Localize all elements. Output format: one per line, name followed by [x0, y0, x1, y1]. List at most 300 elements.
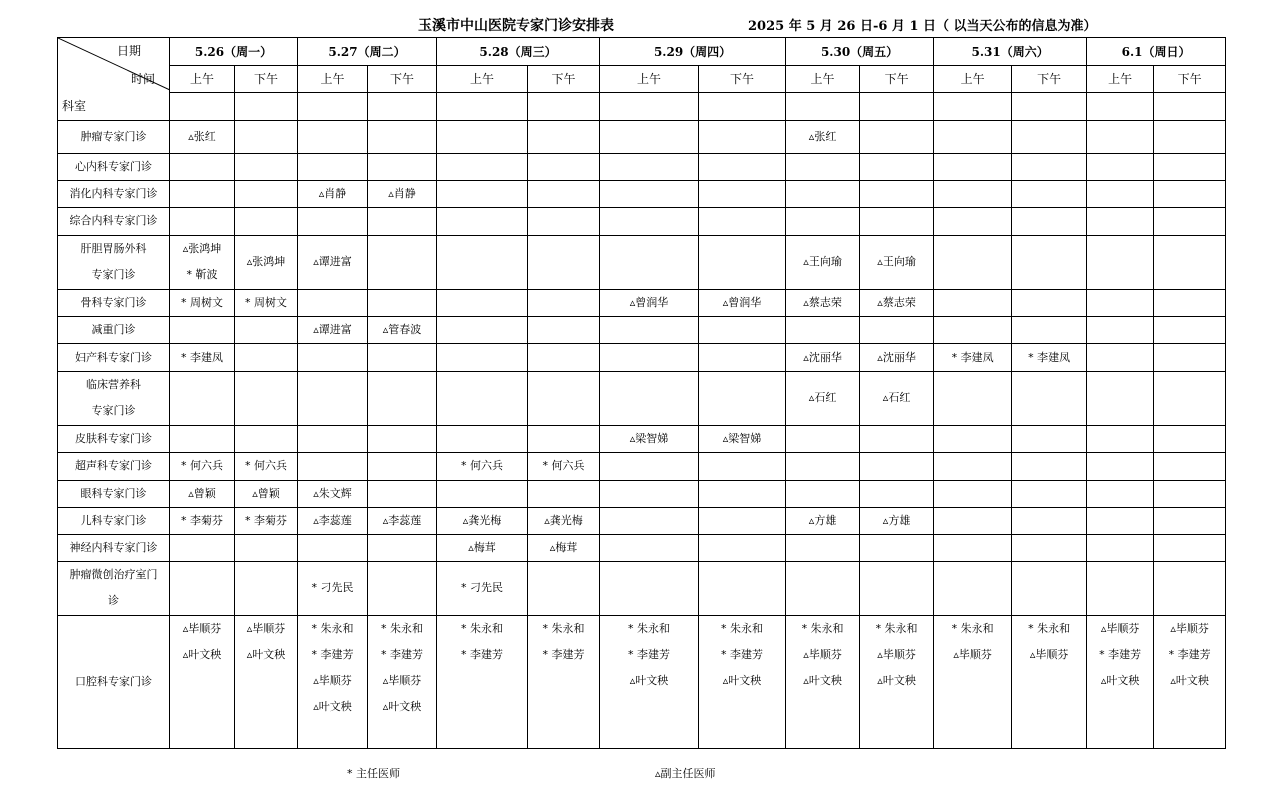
doctor-name: ▵毕顺芬 [1029, 647, 1069, 661]
morning-header: 上午 [170, 66, 235, 93]
schedule-cell [528, 480, 600, 507]
schedule-cell [1154, 290, 1226, 317]
schedule-cell [600, 507, 699, 534]
schedule-cell [699, 208, 786, 235]
schedule-cell [298, 535, 368, 562]
schedule-cell [528, 153, 600, 180]
schedule-cell [1087, 290, 1154, 317]
afternoon-header: 下午 [528, 66, 600, 93]
morning-header: 上午 [1087, 66, 1154, 93]
schedule-cell [368, 507, 437, 534]
schedule-cell [1154, 153, 1226, 180]
schedule-cell [368, 235, 437, 289]
doctor-name: ▵叶文秧 [313, 699, 352, 713]
table-row [58, 208, 1226, 235]
schedule-cell [860, 615, 934, 748]
schedule-cell [528, 426, 600, 453]
schedule-cell [860, 290, 934, 317]
schedule-cell [786, 615, 860, 748]
schedule-cell [1012, 344, 1087, 371]
schedule-cell [934, 317, 1012, 344]
schedule-cell [1154, 317, 1226, 344]
doctor-name: ▵龚光梅 [544, 513, 583, 527]
schedule-cell [437, 153, 528, 180]
doctor-name: ▵叶文秧 [1100, 673, 1140, 687]
schedule-cell [1154, 208, 1226, 235]
doctor-name: ▵毕顺芬 [1100, 621, 1140, 635]
schedule-cell [170, 453, 235, 480]
schedule-cell [1154, 344, 1226, 371]
schedule-cell [786, 453, 860, 480]
doctor-name: ▵叶文秧 [629, 673, 669, 687]
blank-cell [235, 93, 298, 120]
department-name [58, 507, 170, 534]
schedule-cell [699, 153, 786, 180]
doctor-name: * 刁先民 [311, 581, 354, 595]
schedule-cell [437, 426, 528, 453]
schedule-cell [1154, 480, 1226, 507]
afternoon-header: 下午 [699, 66, 786, 93]
schedule-cell [934, 562, 1012, 615]
schedule-cell [860, 507, 934, 534]
schedule-cell [860, 426, 934, 453]
department-name [58, 181, 170, 208]
schedule-cell [860, 317, 934, 344]
doctor-name: ▵龚光梅 [462, 513, 502, 527]
department-name-line: 诊 [108, 594, 119, 608]
schedule-cell [934, 507, 1012, 534]
department-name-line: 妇产科专家门诊 [75, 350, 152, 364]
schedule-cell [437, 535, 528, 562]
schedule-cell [368, 344, 437, 371]
blank-cell [600, 93, 699, 120]
doctor-name: * 何六兵 [181, 459, 223, 473]
table-row [58, 562, 1226, 615]
doctor-name: ▵王向瑜 [803, 255, 842, 269]
schedule-cell [600, 153, 699, 180]
blank-cell [699, 93, 786, 120]
schedule-cell [1087, 562, 1154, 615]
afternoon-header: 下午 [860, 66, 934, 93]
doctor-name: ▵梁智娣 [722, 432, 762, 446]
table-row [58, 535, 1226, 562]
department-name [58, 290, 170, 317]
doctor-name: * 周树文 [245, 296, 287, 310]
schedule-cell [1087, 507, 1154, 534]
schedule-cell [170, 426, 235, 453]
department-name [58, 317, 170, 344]
doctor-name: ▵曾颖 [252, 486, 280, 500]
doctor-name: ▵肖静 [388, 187, 416, 201]
schedule-cell [235, 426, 298, 453]
schedule-cell [786, 208, 860, 235]
schedule-cell [437, 181, 528, 208]
schedule-cell [368, 290, 437, 317]
schedule-cell [600, 480, 699, 507]
schedule-cell [298, 317, 368, 344]
department-name-line: 儿科专家门诊 [80, 513, 147, 527]
schedule-cell [1087, 615, 1154, 748]
schedule-cell [368, 317, 437, 344]
schedule-cell [170, 615, 235, 748]
schedule-cell [860, 371, 934, 425]
schedule-cell [528, 181, 600, 208]
blank-cell [437, 93, 528, 120]
schedule-cell [1087, 371, 1154, 425]
doctor-name: ▵管春波 [382, 323, 422, 337]
doctor-name: * 李建凤 [1028, 350, 1071, 364]
schedule-cell [368, 208, 437, 235]
doctor-name: * 李菊芬 [181, 513, 223, 527]
doctor-name: ▵叶文秧 [382, 699, 422, 713]
schedule-cell [235, 235, 298, 289]
doctor-name: ▵石红 [882, 391, 911, 405]
schedule-cell [235, 290, 298, 317]
schedule-cell [1012, 181, 1087, 208]
table-row [58, 181, 1226, 208]
doctor-name: ▵毕顺芬 [877, 647, 916, 661]
schedule-cell [699, 562, 786, 615]
blank-cell [1154, 93, 1226, 120]
doctor-name: ▵叶文秧 [246, 647, 286, 661]
department-name-line: 口腔科专家门诊 [75, 674, 152, 688]
schedule-cell [1012, 615, 1087, 748]
schedule-cell [170, 507, 235, 534]
schedule-cell [298, 181, 368, 208]
schedule-cell [1154, 120, 1226, 153]
schedule-cell [699, 371, 786, 425]
department-name-line: 专家门诊 [91, 404, 136, 418]
schedule-cell [298, 615, 368, 748]
schedule-cell [368, 426, 437, 453]
schedule-cell [786, 290, 860, 317]
schedule-cell [368, 615, 437, 748]
schedule-cell [368, 562, 437, 615]
doctor-name: ▵曾润华 [629, 296, 669, 310]
schedule-cell [786, 371, 860, 425]
doctor-name: ▵毕顺芬 [382, 673, 422, 687]
department-name-line: 肿瘤微创治疗室门 [69, 568, 158, 582]
schedule-cell [1087, 181, 1154, 208]
doctor-name: * 朱永和 [1028, 621, 1071, 635]
schedule-cell [437, 480, 528, 507]
table-row [58, 290, 1226, 317]
doctor-name: ▵沈丽华 [877, 350, 916, 364]
schedule-cell [934, 120, 1012, 153]
schedule-cell [1012, 453, 1087, 480]
schedule-cell [600, 615, 699, 748]
doctor-name: ▵叶文秧 [1170, 673, 1209, 687]
department-name-line: 综合内科专家门诊 [69, 214, 158, 228]
day-header: 5.28（周三） [437, 38, 600, 66]
schedule-cell [934, 371, 1012, 425]
day-header: 5.31（周六） [934, 38, 1087, 66]
schedule-cell [437, 562, 528, 615]
schedule-cell [368, 120, 437, 153]
schedule-cell [860, 535, 934, 562]
doctor-name: * 李建芳 [721, 647, 764, 661]
schedule-cell [298, 562, 368, 615]
doctor-name: * 朱永和 [628, 621, 671, 635]
schedule-cell [1154, 181, 1226, 208]
schedule-cell [934, 344, 1012, 371]
schedule-cell [699, 426, 786, 453]
schedule-cell [298, 208, 368, 235]
schedule-cell [860, 480, 934, 507]
doctor-name: ▵谭进富 [313, 323, 352, 337]
department-name [58, 426, 170, 453]
schedule-cell [528, 615, 600, 748]
schedule-cell [1087, 535, 1154, 562]
table-row [58, 120, 1226, 153]
schedule-cell [170, 562, 235, 615]
schedule-cell [934, 153, 1012, 180]
corner-date-label: 日期 [116, 44, 141, 58]
schedule-cell [298, 426, 368, 453]
doctor-name: * 朱永和 [381, 621, 424, 635]
day-header: 5.29（周四） [600, 38, 786, 66]
schedule-cell [1154, 235, 1226, 289]
schedule-cell [1012, 426, 1087, 453]
doctor-name: * 朱永和 [311, 621, 354, 635]
schedule-cell [437, 290, 528, 317]
schedule-cell [528, 120, 600, 153]
table-row [58, 453, 1226, 480]
schedule-cell [786, 181, 860, 208]
schedule-cell [235, 208, 298, 235]
schedule-cell [860, 181, 934, 208]
schedule-cell [1012, 507, 1087, 534]
table-row [58, 507, 1226, 534]
department-name [58, 562, 170, 615]
afternoon-header: 下午 [235, 66, 298, 93]
schedule-cell [1154, 371, 1226, 425]
table-row [58, 480, 1226, 507]
department-name [58, 371, 170, 425]
table-row [58, 153, 1226, 180]
schedule-cell [934, 208, 1012, 235]
morning-header: 上午 [786, 66, 860, 93]
schedule-cell [235, 317, 298, 344]
department-name [58, 535, 170, 562]
doctor-name: ▵石红 [808, 391, 837, 405]
doctor-name: ▵谭进富 [313, 255, 352, 269]
blank-cell [368, 93, 437, 120]
schedule-cell [235, 371, 298, 425]
schedule-cell [600, 426, 699, 453]
schedule-cell [298, 507, 368, 534]
doctor-name: * 朱永和 [721, 621, 764, 635]
blank-cell [786, 93, 860, 120]
doctor-name: * 李建芳 [311, 647, 354, 661]
schedule-cell [170, 235, 235, 289]
morning-header: 上午 [600, 66, 699, 93]
day-header: 6.1（周日） [1087, 38, 1226, 66]
schedule-cell [1012, 208, 1087, 235]
morning-header: 上午 [934, 66, 1012, 93]
schedule-cell [786, 317, 860, 344]
schedule-cell [1154, 535, 1226, 562]
schedule-cell [170, 371, 235, 425]
department-name [58, 120, 170, 153]
doctor-name: ▵叶文秧 [877, 673, 916, 687]
doctor-name: ▵叶文秧 [722, 673, 762, 687]
schedule-cell [298, 344, 368, 371]
schedule-cell [934, 453, 1012, 480]
doctor-name: * 李建凤 [181, 350, 223, 364]
afternoon-header: 下午 [1154, 66, 1226, 93]
department-name-line: 肿瘤专家门诊 [80, 129, 147, 143]
schedule-cell [860, 153, 934, 180]
department-name-line: 骨科专家门诊 [80, 296, 147, 310]
department-name [58, 344, 170, 371]
schedule-cell [170, 535, 235, 562]
schedule-cell [1012, 153, 1087, 180]
doctor-name: * 李菊芬 [245, 513, 287, 527]
schedule-cell [235, 153, 298, 180]
department-name-line: 皮肤科专家门诊 [75, 432, 152, 446]
schedule-cell [437, 235, 528, 289]
schedule-cell [528, 535, 600, 562]
schedule-cell [1154, 507, 1226, 534]
schedule-cell [860, 208, 934, 235]
schedule-cell [437, 317, 528, 344]
doctor-name: ▵毕顺芬 [313, 673, 352, 687]
schedule-cell [1087, 426, 1154, 453]
schedule-cell [1154, 453, 1226, 480]
schedule-cell [298, 120, 368, 153]
doctor-name: ▵张鸿坤 [246, 255, 286, 269]
doctor-name: ▵肖静 [318, 187, 347, 201]
department-name [58, 153, 170, 180]
schedule-cell [170, 208, 235, 235]
doctor-name: ▵毕顺芬 [182, 621, 222, 635]
schedule-cell [699, 344, 786, 371]
schedule-cell [1087, 153, 1154, 180]
schedule-cell [786, 535, 860, 562]
schedule-cell [600, 535, 699, 562]
table-row [58, 317, 1226, 344]
doctor-name: * 李建凤 [951, 350, 994, 364]
page-title: 玉溪市中山医院专家门诊安排表 [418, 18, 614, 34]
schedule-cell [235, 535, 298, 562]
schedule-cell [1087, 235, 1154, 289]
schedule-cell [298, 153, 368, 180]
doctor-name: * 靳波 [186, 267, 218, 281]
department-name [58, 235, 170, 289]
doctor-name: ▵朱文辉 [313, 486, 352, 500]
schedule-cell [368, 153, 437, 180]
doctor-name: ▵蔡志荣 [803, 296, 842, 310]
department-name [58, 480, 170, 507]
schedule-cell [699, 290, 786, 317]
schedule-cell [699, 181, 786, 208]
schedule-cell [699, 120, 786, 153]
schedule-cell [1087, 120, 1154, 153]
legend-chief-physician: * 主任医师 [347, 767, 400, 780]
schedule-cell [699, 235, 786, 289]
blank-cell [170, 93, 235, 120]
schedule-cell [170, 181, 235, 208]
schedule-cell [528, 290, 600, 317]
schedule-cell [934, 426, 1012, 453]
doctor-name: * 李建芳 [542, 647, 585, 661]
schedule-cell [934, 535, 1012, 562]
day-header: 5.30（周五） [786, 38, 934, 66]
blank-cell [1012, 93, 1087, 120]
blank-cell [298, 93, 368, 120]
schedule-cell [170, 153, 235, 180]
department-name [58, 453, 170, 480]
schedule-cell [368, 371, 437, 425]
schedule-cell [600, 371, 699, 425]
schedule-cell [437, 120, 528, 153]
schedule-cell [528, 235, 600, 289]
schedule-cell [1012, 535, 1087, 562]
schedule-cell [1154, 615, 1226, 748]
doctor-name: * 朱永和 [951, 621, 994, 635]
schedule-cell [528, 507, 600, 534]
schedule-cell [699, 480, 786, 507]
schedule-cell [1154, 426, 1226, 453]
doctor-name: ▵张鸿坤 [182, 241, 222, 255]
schedule-cell [786, 344, 860, 371]
doctor-name: ▵梁智娣 [629, 432, 669, 446]
schedule-cell [170, 120, 235, 153]
schedule-cell [934, 480, 1012, 507]
schedule-cell [860, 120, 934, 153]
corner-dept-label: 科室 [62, 99, 87, 113]
doctor-name: * 李建芳 [461, 647, 504, 661]
schedule-cell [528, 317, 600, 344]
schedule-cell [235, 453, 298, 480]
schedule-cell [934, 290, 1012, 317]
schedule-cell [600, 344, 699, 371]
schedule-cell [786, 235, 860, 289]
schedule-cell [600, 453, 699, 480]
department-name-line: 超声科专家门诊 [75, 459, 152, 473]
schedule-cell [934, 181, 1012, 208]
doctor-name: ▵李蕊莲 [313, 513, 352, 527]
schedule-cell [699, 615, 786, 748]
schedule-cell [170, 480, 235, 507]
schedule-cell [600, 290, 699, 317]
schedule-cell [860, 453, 934, 480]
morning-header: 上午 [298, 66, 368, 93]
doctor-name: ▵毕顺芬 [246, 621, 286, 635]
doctor-name: * 朱永和 [801, 621, 844, 635]
doctor-name: ▵叶文秧 [803, 673, 842, 687]
doctor-name: * 何六兵 [245, 459, 287, 473]
schedule-cell [170, 344, 235, 371]
schedule-cell [699, 317, 786, 344]
schedule-cell [235, 615, 298, 748]
department-name-line: 心内科专家门诊 [75, 160, 152, 174]
table-row [58, 235, 1226, 289]
doctor-name: ▵方雄 [882, 513, 911, 527]
schedule-cell [1012, 480, 1087, 507]
schedule-cell [528, 562, 600, 615]
date-range: 2025 年 5 月 26 日-6 月 1 日（ 以当天公布的信息为准） [748, 19, 1097, 34]
department-name-line: 眼科专家门诊 [80, 486, 147, 500]
schedule-cell [600, 208, 699, 235]
schedule-cell [437, 615, 528, 748]
schedule-cell [786, 426, 860, 453]
schedule-cell [298, 453, 368, 480]
table-row [58, 371, 1226, 425]
schedule-cell [1012, 290, 1087, 317]
blank-cell [860, 93, 934, 120]
